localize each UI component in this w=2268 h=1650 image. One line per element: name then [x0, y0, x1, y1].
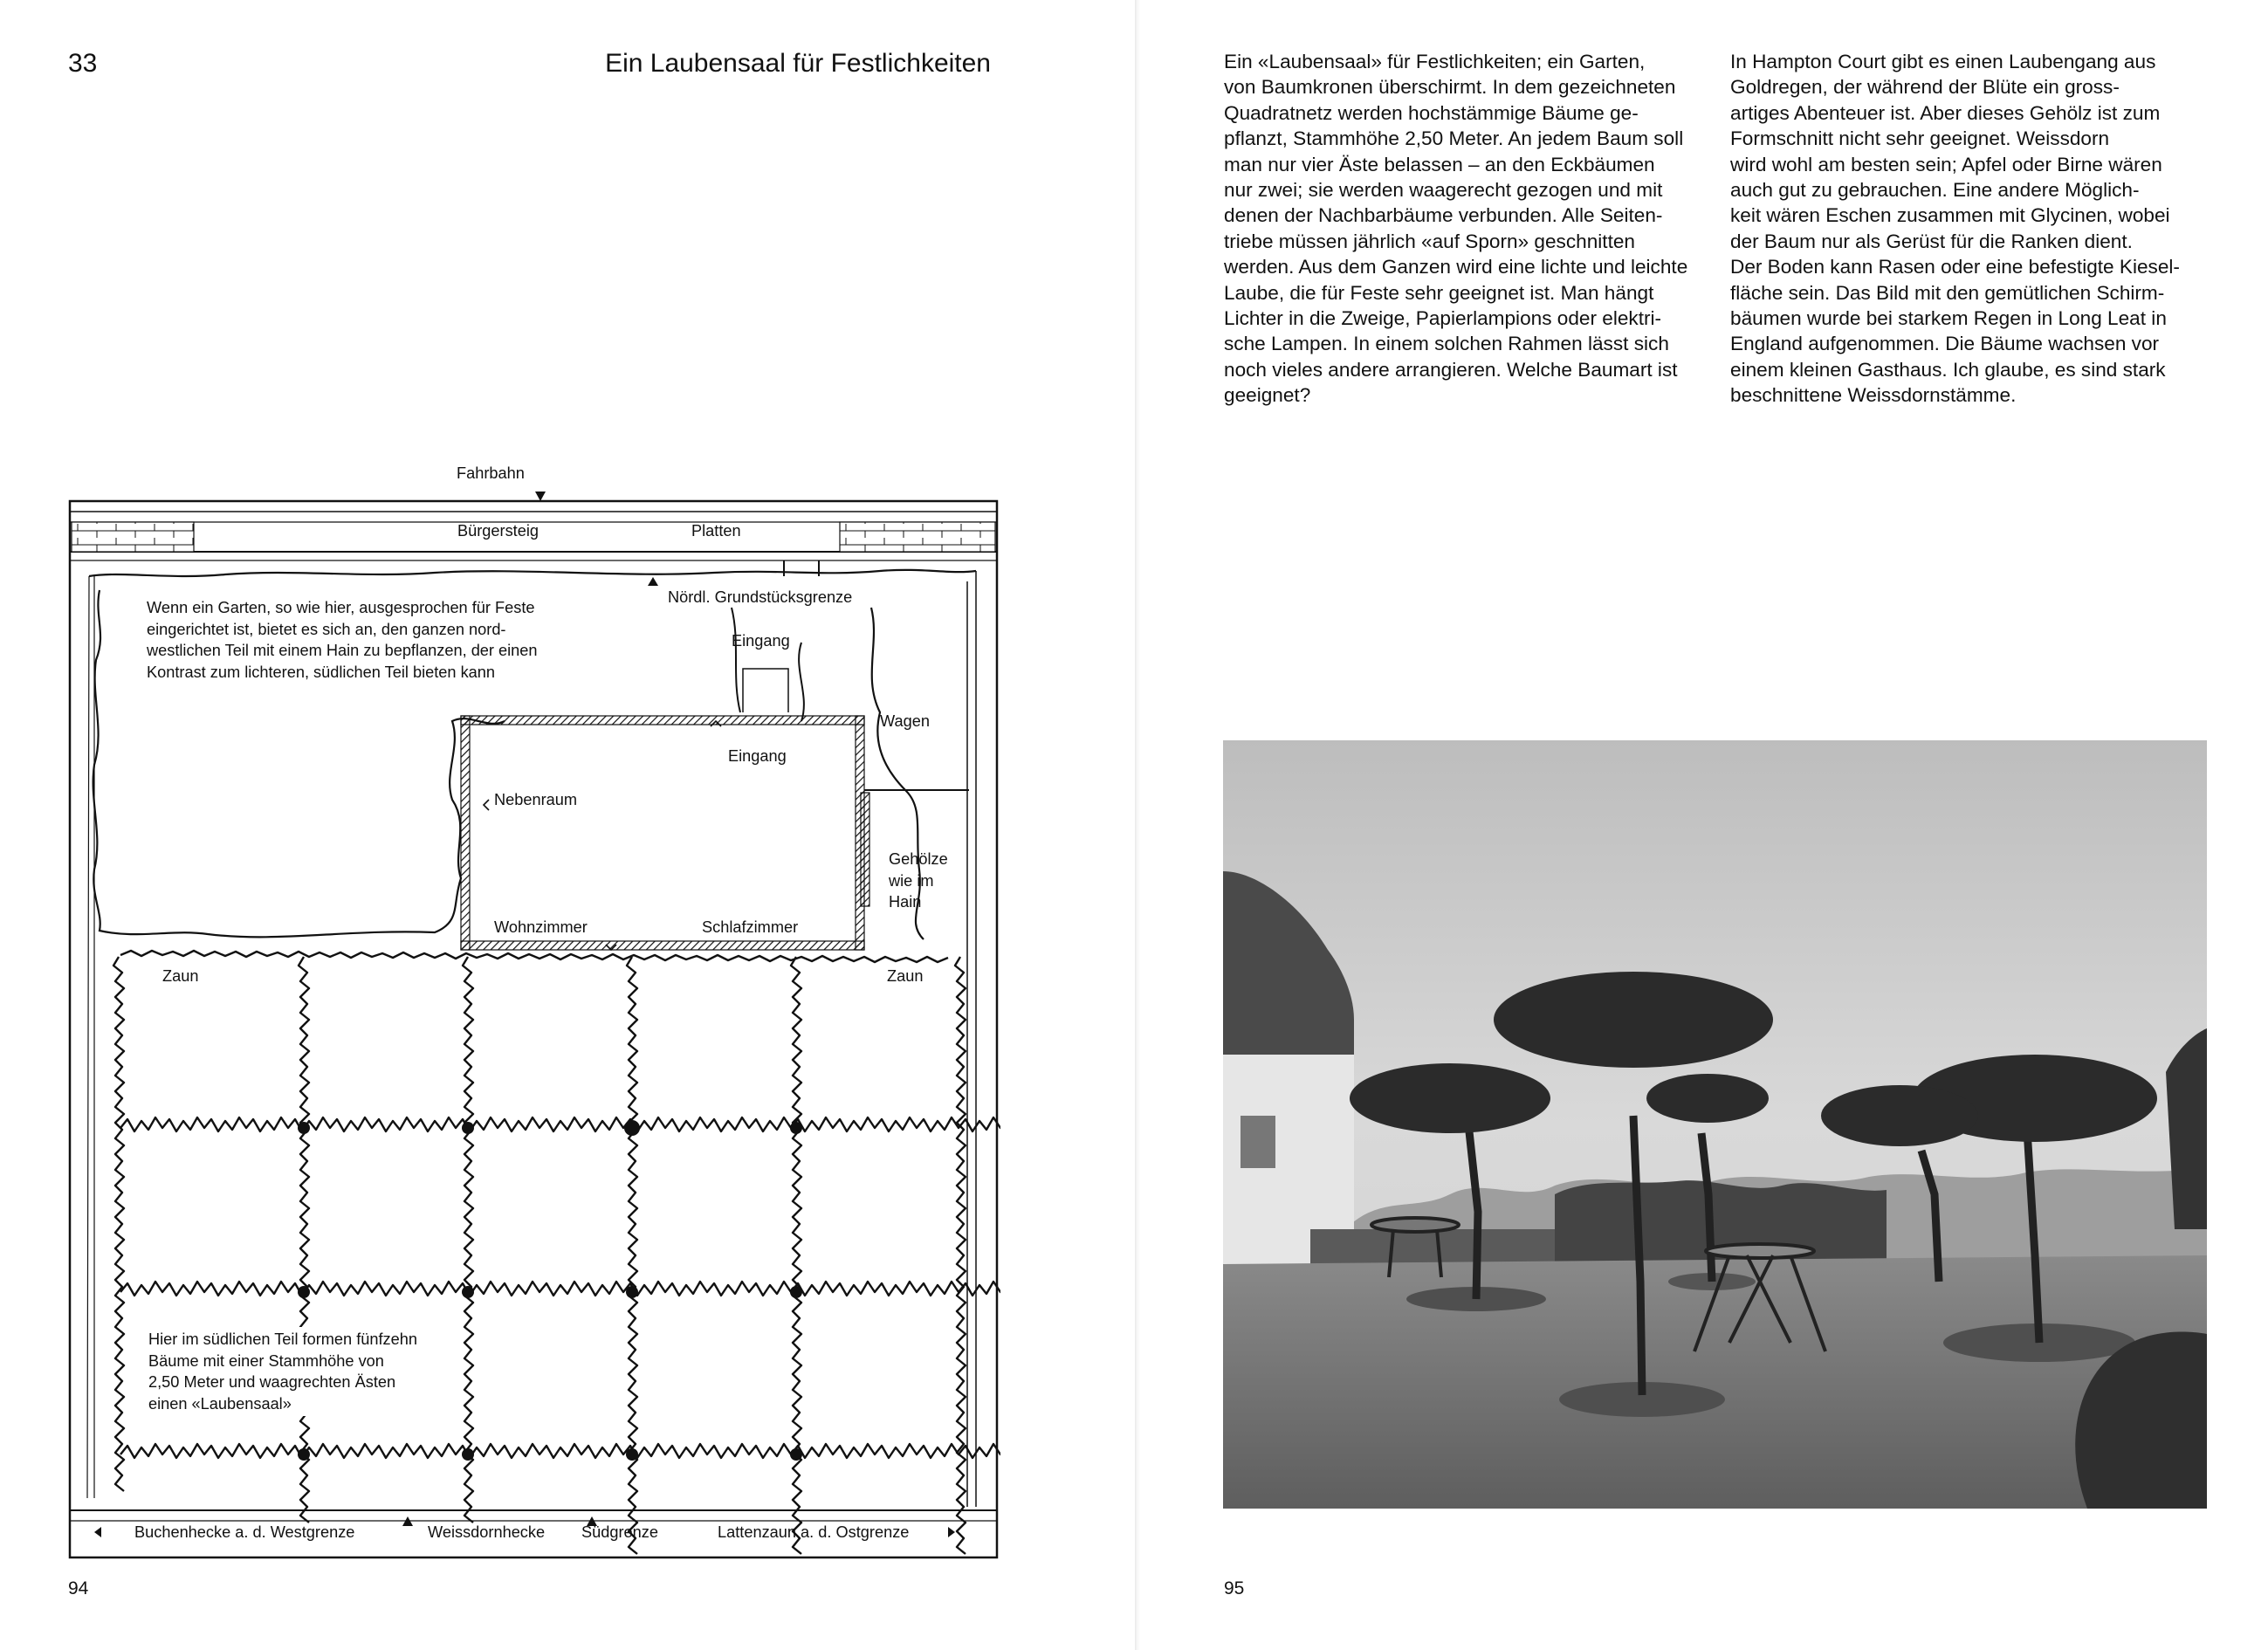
label-zaun-rechts: Zaun [887, 967, 924, 985]
label-schlafzimmer: Schlafzimmer [702, 918, 799, 936]
right-page [1140, 0, 2268, 1650]
page-number-right: 95 [1224, 1578, 1245, 1598]
label-wagen: Wagen [880, 712, 930, 730]
label-buchenhecke: Buchenhecke a. d. Westgrenze [134, 1523, 355, 1541]
body-text-column-2: In Hampton Court gibt es einen Laubengang aus Goldregen, der während der Blüte ein gross- artiges Abenteuer ist. Aber dieses Gehölz ist zum Formschnitt nicht sehr geeignet. Weissdorn wird wohl am besten sein; Apfel oder Birne wären auch gut zu gebrauchen. Eine andere Möglich- keit wären Eschen zusammen mit Glycinen, wobei der Baum nur als Gerüst für die Ranken dient. Der Boden kann Rasen oder eine befestigte Kiesel- fläche sein. Das Bild mit den gemütlichen Schirm- bäumen wurde bei starkem Regen in Long Leat in England aufgenommen. Die Bäume wachsen vor einem kleinen Gasthaus. Ich glaube, es sind stark beschnittene Weissdornstämme. [1730, 51, 2180, 407]
chapter-number: 33 [68, 49, 98, 78]
label-gehoelze: Gehölze wie im Hain [889, 850, 948, 911]
label-weissdornhecke: Weissdornhecke [428, 1523, 546, 1541]
note-south: Hier im südlichen Teil formen fünfzehn Bäume mit einer Stammhöhe von 2,50 Meter und waagrechten Ästen einen «Laubensaal» [145, 1327, 421, 1416]
label-fahrbahn: Fahrbahn [457, 464, 525, 482]
note-north: Wenn ein Garten, so wie hier, ausgesprochen für Feste eingerichtet ist, bietet es sich an, den ganzen nord- westlichen Teil mit einem Hain zu bepflanzen, der einen Kontrast zum lichteren, südlichen Teil bieten kann [147, 599, 538, 681]
label-lattenzaun: Lattenzaun a. d. Ostgrenze [718, 1523, 910, 1541]
body-text-column-1: Ein «Laubensaal» für Festlichkeiten; ein Garten, von Baumkronen überschirmt. In dem gezeichneten Quadratnetz werden hochstämmige Bäume ge- pflanzt, Stammhöhe 2,50 Meter. An jedem Baum soll man nur vier Äste belassen – an den Eckbäumen nur zwei; sie werden waagerecht gezogen und mit denen der Nachbarbäume verbunden. Alle Seiten- triebe müssen jährlich «auf Sporn» geschnitten werden. Aus dem Ganzen wird eine lichte und leichte Laube, die für Feste sehr geeignet ist. Man hängt Lichter in die Zweige, Papierlampions oder elektri- sche Lampen. In einem solchen Rahmen lässt sich noch vieles andere arrangieren. Welche Baumart ist geeignet? [1224, 51, 1688, 407]
page-number-left: 94 [68, 1578, 89, 1598]
label-nebenraum: Nebenraum [494, 791, 578, 808]
label-suedgrenze: Südgrenze [581, 1523, 658, 1541]
label-noerdl-grenze: Nördl. Grundstücksgrenze [668, 588, 853, 606]
garden-plan [68, 464, 1000, 1559]
label-platten: Platten [691, 522, 741, 540]
label-zaun-links: Zaun [162, 967, 199, 985]
photo-umbrella-trees-image [1223, 740, 2207, 1509]
label-eingang-garten: Eingang [732, 632, 790, 650]
label-wohnzimmer: Wohnzimmer [494, 918, 588, 936]
label-eingang-haus: Eingang [728, 747, 787, 765]
photo-umbrella-trees [1223, 740, 2207, 1509]
label-buergersteig: Bürgersteig [457, 522, 540, 540]
chapter-title: Ein Laubensaal für Festlichkeiten [605, 49, 991, 78]
